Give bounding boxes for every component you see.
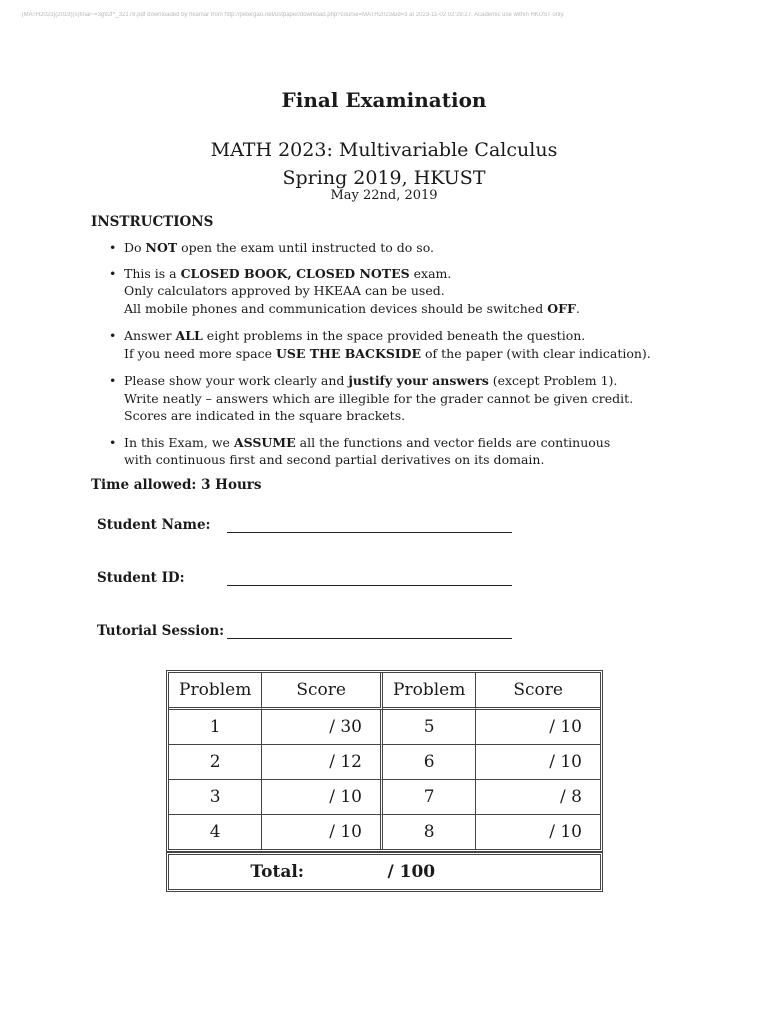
- header-score: Score: [476, 673, 600, 710]
- problem-number: 6: [383, 745, 476, 780]
- header-problem: Problem: [383, 673, 476, 710]
- tutorial-session-field[interactable]: [227, 620, 512, 639]
- problem-number: 3: [169, 780, 262, 815]
- instruction-item: [107, 239, 707, 257]
- score-cell: / 8: [476, 780, 600, 815]
- student-name-field[interactable]: [227, 514, 512, 533]
- table-row: [169, 710, 600, 745]
- score-cell: / 10: [476, 745, 600, 780]
- instruction-line: In this Exam, we ASSUME all the functions and vector fields are continuous: [124, 434, 611, 450]
- problem-number: 1: [169, 710, 262, 745]
- problem-number: 5: [383, 710, 476, 745]
- score-cell: / 10: [262, 780, 383, 815]
- instruction-line: Answer ALL eight problems in the space provided beneath the question.: [124, 328, 586, 343]
- problem-number: 4: [169, 815, 262, 849]
- download-watermark: [MATH2023](2019)(s)final~=3g92f^_32178.pdf downloaded by hkamar from http://petergao.net/ustpaper/download.php?course=MATH2023&id=3 at 2023-11-02 02:29:27. Academic use within HKUST only.: [22, 12, 565, 18]
- total-value: / 100: [387, 862, 436, 882]
- instruction-line: with continuous first and second partial derivatives on its domain.: [124, 452, 545, 467]
- score-cell: / 10: [549, 822, 582, 842]
- course-heading: [0, 136, 768, 192]
- exam-date: May 22nd, 2019: [330, 188, 438, 203]
- problem-number: 8: [383, 815, 476, 849]
- table-row: [169, 780, 600, 815]
- header-score: Score: [262, 673, 383, 710]
- instruction-line: All mobile phones and communication devices should be switched OFF.: [124, 300, 580, 316]
- bullet-icon: •: [109, 434, 117, 450]
- problem-number: 7: [383, 780, 476, 815]
- course-term: Spring 2019, HKUST: [282, 167, 486, 189]
- bullet-icon: •: [109, 328, 117, 343]
- instructions-list: [107, 239, 707, 469]
- problem-number: 2: [169, 745, 262, 780]
- score-cell: / 12: [262, 745, 383, 780]
- student-id-field[interactable]: [227, 567, 512, 586]
- instruction-item: [107, 327, 707, 362]
- instruction-item: [107, 372, 707, 425]
- instruction-line: Only calculators approved by HKEAA can be used.: [124, 283, 445, 298]
- instruction-line: If you need more space USE THE BACKSIDE of the paper (with clear indication).: [124, 345, 651, 361]
- instructions-heading: INSTRUCTIONS: [91, 214, 214, 230]
- instruction-item: [107, 265, 707, 318]
- student-id-label: Student ID:: [97, 570, 185, 586]
- instruction-item: [107, 434, 707, 469]
- instruction-line: Please show your work clearly and justify your answers (except Problem 1).: [124, 373, 618, 388]
- tutorial-session-label: Tutorial Session:: [97, 623, 225, 639]
- score-cell: / 30: [262, 710, 383, 745]
- total-row: [171, 857, 598, 887]
- table-row: [169, 815, 600, 849]
- instruction-line: Scores are indicated in the square brackets.: [124, 408, 406, 423]
- bullet-icon: •: [109, 265, 117, 281]
- student-name-label: Student Name:: [97, 517, 211, 533]
- score-table-header: [169, 673, 600, 710]
- header-problem: Problem: [169, 673, 262, 710]
- bullet-icon: •: [109, 240, 117, 255]
- instruction-line: Do NOT open the exam until instructed to do so.: [124, 240, 434, 255]
- total-score-table: [166, 852, 603, 892]
- instruction-line: This is a CLOSED BOOK, CLOSED NOTES exam.: [124, 265, 452, 281]
- score-cell: / 10: [262, 815, 383, 849]
- time-allowed: Time allowed: 3 Hours: [91, 477, 262, 493]
- course-name: MATH 2023: Multivariable Calculus: [210, 139, 558, 161]
- table-row: [169, 745, 600, 780]
- score-cell: / 10: [476, 710, 600, 745]
- instruction-line: Write neatly – answers which are illegible for the grader cannot be given credit.: [124, 390, 634, 406]
- exam-title: Final Examination: [281, 88, 487, 112]
- bullet-icon: •: [109, 373, 117, 388]
- total-label: Total:: [250, 862, 305, 882]
- score-table: [166, 670, 603, 852]
